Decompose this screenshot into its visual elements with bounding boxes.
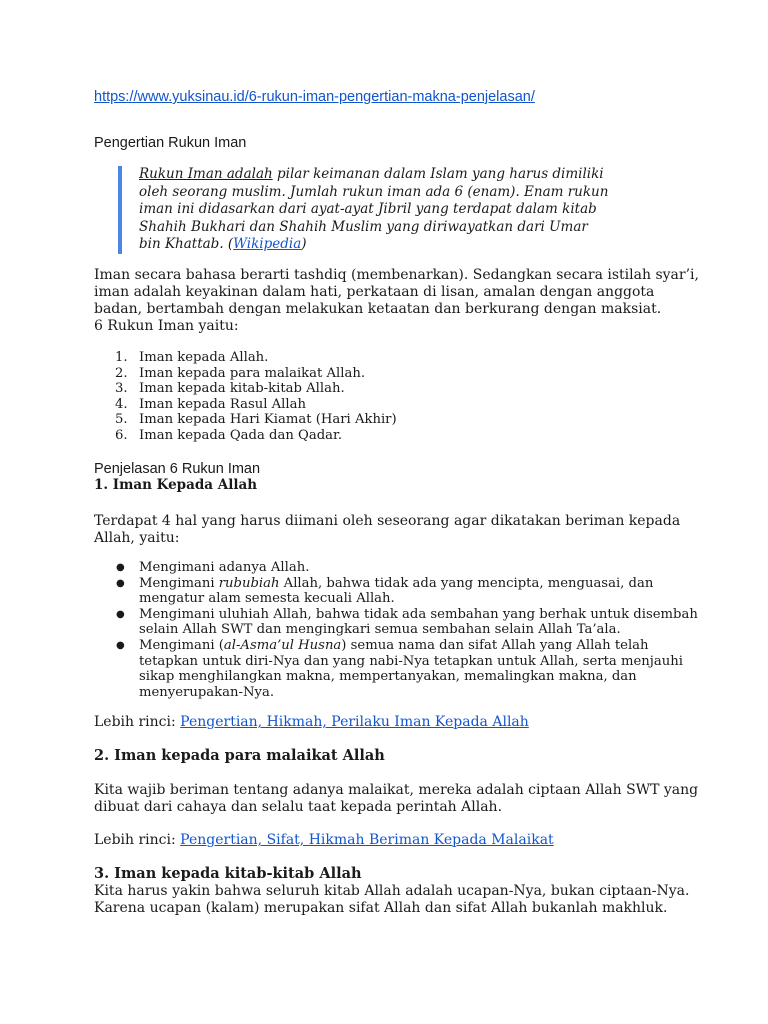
bullet-line: Mengimani uluhiah Allah, bahwa tidak ada sembahan yang berhak untuk disembah bbox=[139, 606, 698, 622]
iman-allah-bullets bbox=[94, 560, 698, 700]
heading-penjelasan: Penjelasan 6 Rukun Iman bbox=[94, 461, 261, 477]
list-item-text: Iman kepada Rasul Allah bbox=[139, 396, 306, 412]
bullet-item bbox=[94, 638, 694, 700]
quote-line5-post: ) bbox=[301, 236, 307, 252]
wikipedia-link[interactable]: Wikipedia bbox=[233, 236, 302, 252]
bullet-dot-icon: ● bbox=[116, 577, 125, 589]
quote-line2: oleh seorang muslim. Jumlah rukun iman ada 6 (enam). Enam rukun bbox=[139, 183, 609, 200]
list-item bbox=[94, 397, 397, 413]
bullet-text: ) semua nama dan sifat Allah yang Allah telah bbox=[341, 637, 649, 653]
definition-line: badan, bertambah dengan melakukan ketaatan dan berkurang dengan maksiat. bbox=[94, 301, 662, 317]
list-number: 1. bbox=[115, 350, 128, 365]
section2-line: dibuat dari cahaya dan selalu taat kepada perintah Allah. bbox=[94, 799, 503, 815]
section1-intro bbox=[94, 513, 694, 547]
more-link-malaikat[interactable]: Pengertian, Sifat, Hikmah Beriman Kepada Malaikat bbox=[180, 832, 554, 848]
section2-more bbox=[94, 832, 694, 849]
bullet-dot-icon: ● bbox=[116, 608, 125, 620]
intro-line: Terdapat 4 hal yang harus diimani oleh seseorang agar dikatakan beriman kepada bbox=[94, 513, 681, 529]
list-item-text: Iman kepada Allah. bbox=[139, 350, 269, 365]
list-number: 2. bbox=[115, 365, 128, 381]
source-url-link[interactable]: https://www.yuksinau.id/6-rukun-iman-pengertian-makna-penjelasan/ bbox=[94, 89, 535, 105]
section2-line: Kita wajib beriman tentang adanya malaikat, mereka adalah ciptaan Allah SWT yang bbox=[94, 782, 699, 798]
quote-line5-pre: bin Khattab. ( bbox=[139, 236, 234, 252]
heading-pengertian: Pengertian Rukun Iman bbox=[94, 135, 247, 151]
list-item bbox=[94, 350, 397, 366]
bullet-text: Allah, bahwa tidak ada yang mencipta, menguasai, dan bbox=[279, 575, 654, 591]
more-link-iman-allah[interactable]: Pengertian, Hikmah, Perilaku Iman Kepada Allah bbox=[180, 714, 529, 730]
bullet-item bbox=[94, 576, 694, 607]
list-item-text: Iman kepada kitab-kitab Allah. bbox=[139, 381, 345, 396]
definition-paragraph bbox=[94, 267, 699, 335]
bullet-line bbox=[139, 638, 694, 654]
section1-title: 1. Iman Kepada Allah bbox=[94, 477, 258, 493]
bullet-item bbox=[94, 606, 698, 638]
bullet-item bbox=[94, 560, 694, 576]
section3-line: Karena ucapan (kalam) merupakan sifat Allah dan sifat Allah bukanlah makhluk. bbox=[94, 900, 668, 916]
bullet-line: tetapkan untuk diri-Nya dan yang nabi-Nya tetapkan untuk Allah, serta menjauhi bbox=[139, 653, 683, 669]
quote-line1: pilar keimanan dalam Islam yang harus dimiliki bbox=[272, 166, 604, 182]
list-item-text: Iman kepada Qada dan Qadar. bbox=[139, 427, 343, 443]
list-number: 6. bbox=[115, 427, 128, 443]
section2-paragraph bbox=[94, 782, 699, 816]
quote-line4: Shahih Bukhari dan Shahih Muslim yang diriwayatkan dari Umar bbox=[139, 218, 588, 235]
bullet-text: Mengimani bbox=[139, 575, 219, 591]
bullet-text: Mengimani ( bbox=[139, 637, 224, 653]
section3-paragraph bbox=[94, 883, 694, 917]
bullet-italic-term: rububiah bbox=[218, 575, 280, 591]
list-number: 3. bbox=[115, 381, 128, 396]
bullet-dot-icon: ● bbox=[116, 639, 125, 651]
section2-title: 2. Iman kepada para malaikat Allah bbox=[94, 747, 385, 764]
blockquote bbox=[139, 166, 639, 254]
section3-line: Kita harus yakin bahwa seluruh kitab Allah adalah ucapan-Nya, bukan ciptaan-Nya. bbox=[94, 883, 690, 899]
quote-lead: Rukun Iman adalah bbox=[139, 166, 273, 182]
bullet-line: menyerupakan-Nya. bbox=[139, 684, 275, 700]
blockquote-bar bbox=[118, 166, 122, 254]
bullet-line bbox=[139, 576, 694, 592]
bullet-italic-term: al-Asma’ul Husna bbox=[223, 637, 342, 653]
list-number: 4. bbox=[115, 396, 128, 412]
intro-line: Allah, yaitu: bbox=[94, 530, 180, 546]
more-label: Lebih rinci: bbox=[94, 714, 181, 730]
section3-title: 3. Iman kepada kitab-kitab Allah bbox=[94, 865, 362, 882]
list-item bbox=[94, 412, 397, 428]
more-label: Lebih rinci: bbox=[94, 832, 181, 848]
list-number: 5. bbox=[115, 412, 128, 427]
section1-more bbox=[94, 714, 694, 731]
list-item bbox=[94, 428, 397, 444]
list-item bbox=[94, 381, 397, 397]
bullet-dot-icon: ● bbox=[116, 562, 125, 573]
definition-line: Iman secara bahasa berarti tashdiq (membenarkan). Sedangkan secara istilah syar’i, bbox=[94, 267, 699, 283]
definition-line: iman adalah keyakinan dalam hati, perkataan di lisan, amalan dengan anggota bbox=[94, 284, 655, 300]
bullet-line: selain Allah SWT dan mengingkari semua sembahan selain Allah Ta’ala. bbox=[139, 622, 621, 638]
bullet-line: Mengimani adanya Allah. bbox=[139, 560, 310, 575]
bullet-line: sikap menghilangkan makna, mempertanyakan, memalingkan makna, dan bbox=[139, 669, 637, 685]
bullet-line: mengatur alam semesta kecuali Allah. bbox=[139, 591, 395, 607]
list-item bbox=[94, 366, 397, 382]
quote-line3: iman ini didasarkan dari ayat-ayat Jibril yang terdapat dalam kitab bbox=[139, 201, 597, 217]
rukun-iman-list bbox=[94, 350, 397, 443]
list-item-text: Iman kepada Hari Kiamat (Hari Akhir) bbox=[139, 412, 397, 427]
definition-line: 6 Rukun Iman yaitu: bbox=[94, 318, 239, 334]
list-item-text: Iman kepada para malaikat Allah. bbox=[139, 365, 366, 381]
